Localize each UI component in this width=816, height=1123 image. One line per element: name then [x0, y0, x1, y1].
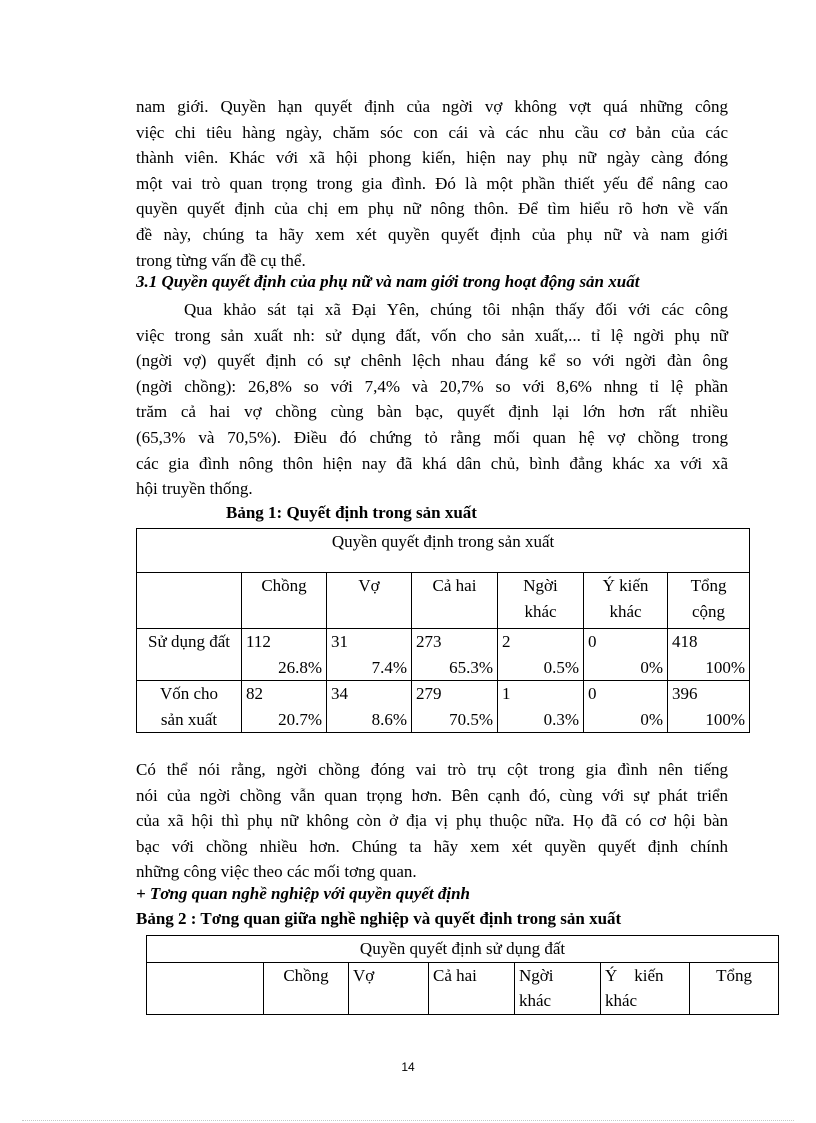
table1-count: 1 [502, 684, 511, 704]
para2-line: hội truyền thống. [136, 479, 253, 499]
para2-line: Qua khảo sát tại xã Đại Yên, chúng tôi nhận thấy đối với các công [184, 300, 728, 319]
table1-header-text: Cả hai [432, 576, 477, 595]
footer-divider [22, 1120, 794, 1121]
table1-count: 0 [588, 632, 597, 651]
table1-percent: 0% [640, 709, 663, 729]
paragraph-intro [136, 94, 728, 273]
table2-header-text: Ngời [519, 965, 554, 985]
table1-row-label-text: Vốn cho [159, 684, 219, 704]
paragraph-survey [136, 297, 728, 502]
table1-header-cell [498, 573, 584, 629]
table1-data-cell [668, 629, 750, 681]
para2-line: trăm cả hai vợ chồng cùng bàn bạc, quyết định lại lớn hơn rất nhiều [136, 402, 728, 422]
table2-header-text: Vợ [353, 965, 375, 985]
table1-header-text: cộng [692, 601, 726, 621]
para2-line: (65,3% và 70,5%). Điều đó chứng tỏ rằng mối quan hệ vợ chồng trong [136, 427, 728, 447]
para1-line: một vai trò quan trọng trong gia đình. Đó là một phần thiết yếu để nâng cao [136, 173, 728, 193]
table1-header-cell [584, 573, 668, 629]
table1-count: 0 [588, 684, 597, 704]
table1-data-cell [242, 681, 327, 733]
para1-line: quyền quyết định của chị em phụ nữ nông thôn. Để tìm hiểu rõ hơn về vấn [136, 199, 728, 219]
table1-data-cell [498, 681, 584, 733]
table1-percent: 100% [705, 657, 746, 677]
table1-caption: Bảng 1: Quyết định trong sản xuất [226, 503, 477, 522]
para2-line: (ngời vợ) quyết định có sự chênh lệch nhau đáng kể so với ngời đàn ông [136, 351, 728, 371]
table-occupation-land-decisions [146, 935, 779, 1015]
table2-header-text: Ý kiến [605, 965, 664, 985]
table1-data-cell [584, 681, 668, 733]
para2-line: các gia đình nông thôn hiện nay đã khá dân chủ, bình đẳng khác xa với xã [136, 453, 728, 473]
table1-data-cell [242, 629, 327, 681]
para2-line: (ngời chồng): 26,8% so với 7,4% và 20,7% so với 8,6% nhng tỉ lệ phần [136, 376, 728, 396]
table1-row [137, 681, 750, 733]
para1-line: trong từng vấn đề cụ thể. [136, 250, 306, 270]
paragraph-conclusion [136, 757, 728, 885]
table1-count: 34 [331, 684, 348, 704]
para3-line: nói của ngời chồng vẫn quan trọng hơn. Bên cạnh đó, cùng với sự phát triển [136, 785, 728, 805]
para3-line: Có thể nói rằng, ngời chồng đóng vai trò trụ cột trong gia đình nên tiếng [136, 760, 728, 779]
table2-header-text: Chồng [283, 965, 329, 985]
table1-count: 31 [331, 632, 348, 651]
table1-row [137, 629, 750, 681]
para1-line: nam giới. Quyền hạn quyết định của ngời vợ không vợt quá những công [136, 97, 728, 116]
table2-header-cell [429, 962, 515, 1014]
table1-count: 82 [246, 684, 263, 704]
table1-percent: 20.7% [278, 709, 322, 729]
table1-data-cell [327, 681, 412, 733]
para1-line: việc chi tiêu hàng ngày, chăm sóc con cái và các nhu cầu cơ bản của các [136, 122, 728, 142]
table1-title: Quyền quyết định trong sản xuất [137, 529, 750, 573]
page-number: 14 [401, 1060, 415, 1074]
subsection-heading-occupation: + Tơng quan nghề nghiệp với quyền quyết định [136, 884, 470, 903]
table2-header-cell [264, 962, 349, 1014]
table1-data-cell [412, 629, 498, 681]
table-production-decisions [136, 528, 750, 733]
table1-data-cell [668, 681, 750, 733]
table1-header-text: Ý kiến [602, 576, 649, 595]
table1-header-cell [412, 573, 498, 629]
table2-corner-cell [147, 962, 264, 1014]
para3-line: của xã hội thì phụ nữ không còn ở địa vị phụ thuộc nữa. Họ đã có cơ hội bàn [136, 811, 728, 831]
table2-header-cell [690, 962, 779, 1014]
table1-row-label-text: sản xuất [160, 709, 218, 729]
para2-line: việc trong sản xuất nh: sử dụng đất, vốn cho sản xuất,... tỉ lệ ngời phụ nữ [136, 325, 728, 345]
para1-line: đề này, chúng ta hãy xem xét quyền quyết định của phụ nữ và nam giới [136, 224, 728, 244]
table1-row-label [137, 629, 242, 681]
table1-header-text: khác [524, 601, 557, 621]
table1-data-cell [412, 681, 498, 733]
table1-count: 396 [672, 684, 698, 704]
table1-row-label [137, 681, 242, 733]
table1-count: 418 [672, 632, 698, 651]
table2-title: Quyền quyết định sử dụng đất [147, 936, 779, 963]
para3-line: những công việc theo các mối tơng quan. [136, 862, 417, 882]
table2-header-text: khác [519, 991, 552, 1011]
table1-percent: 65.3% [449, 657, 493, 677]
table1-percent: 26.8% [278, 657, 322, 677]
table1-count: 279 [416, 684, 442, 704]
table1-header-cell [668, 573, 750, 629]
table1-percent: 7.4% [371, 657, 407, 677]
table1-count: 2 [502, 632, 511, 651]
table1-percent: 0.3% [543, 709, 579, 729]
para1-line: thành viên. Khác với xã hội phong kiến, hiện nay phụ nữ ngày càng đóng [136, 148, 728, 168]
table2-header-cell [515, 962, 601, 1014]
table1-percent: 70.5% [449, 709, 493, 729]
table1-header-text: Chồng [261, 576, 307, 595]
table1-header-text: Tổng [690, 576, 727, 595]
table2-header-cell [349, 962, 429, 1014]
table2-header-text: Cả hai [433, 965, 477, 985]
table1-header-text: Ngời [523, 576, 558, 595]
table1-corner-cell [137, 573, 242, 629]
table1-header-text: khác [609, 601, 642, 621]
table1-percent: 100% [705, 709, 746, 729]
table2-header-text: Tổng [716, 965, 752, 985]
table1-row-label-text: Sử dụng đất [148, 632, 230, 651]
table2-header-text: khác [605, 991, 638, 1011]
table1-percent: 8.6% [371, 709, 407, 729]
table1-percent: 0.5% [543, 657, 579, 677]
table1-percent: 0% [640, 657, 663, 677]
table1-header-cell [242, 573, 327, 629]
table1-data-cell [327, 629, 412, 681]
table1-count: 112 [246, 632, 271, 651]
section-heading-3-1: 3.1 Quyền quyết định của phụ nữ và nam giới trong hoạt động sản xuất [136, 272, 640, 291]
table1-count: 273 [416, 632, 442, 651]
table1-header-cell [327, 573, 412, 629]
table1-header-text: Vợ [358, 576, 380, 595]
table2-caption: Bảng 2 : Tơng quan giữa nghề nghiệp và quyết định trong sản xuất [136, 909, 622, 928]
para3-line: bạc với chồng nhiều hơn. Chúng ta hãy xem xét quyền quyết định chính [136, 836, 728, 856]
table2-header-cell [601, 962, 690, 1014]
table1-data-cell [584, 629, 668, 681]
table1-data-cell [498, 629, 584, 681]
